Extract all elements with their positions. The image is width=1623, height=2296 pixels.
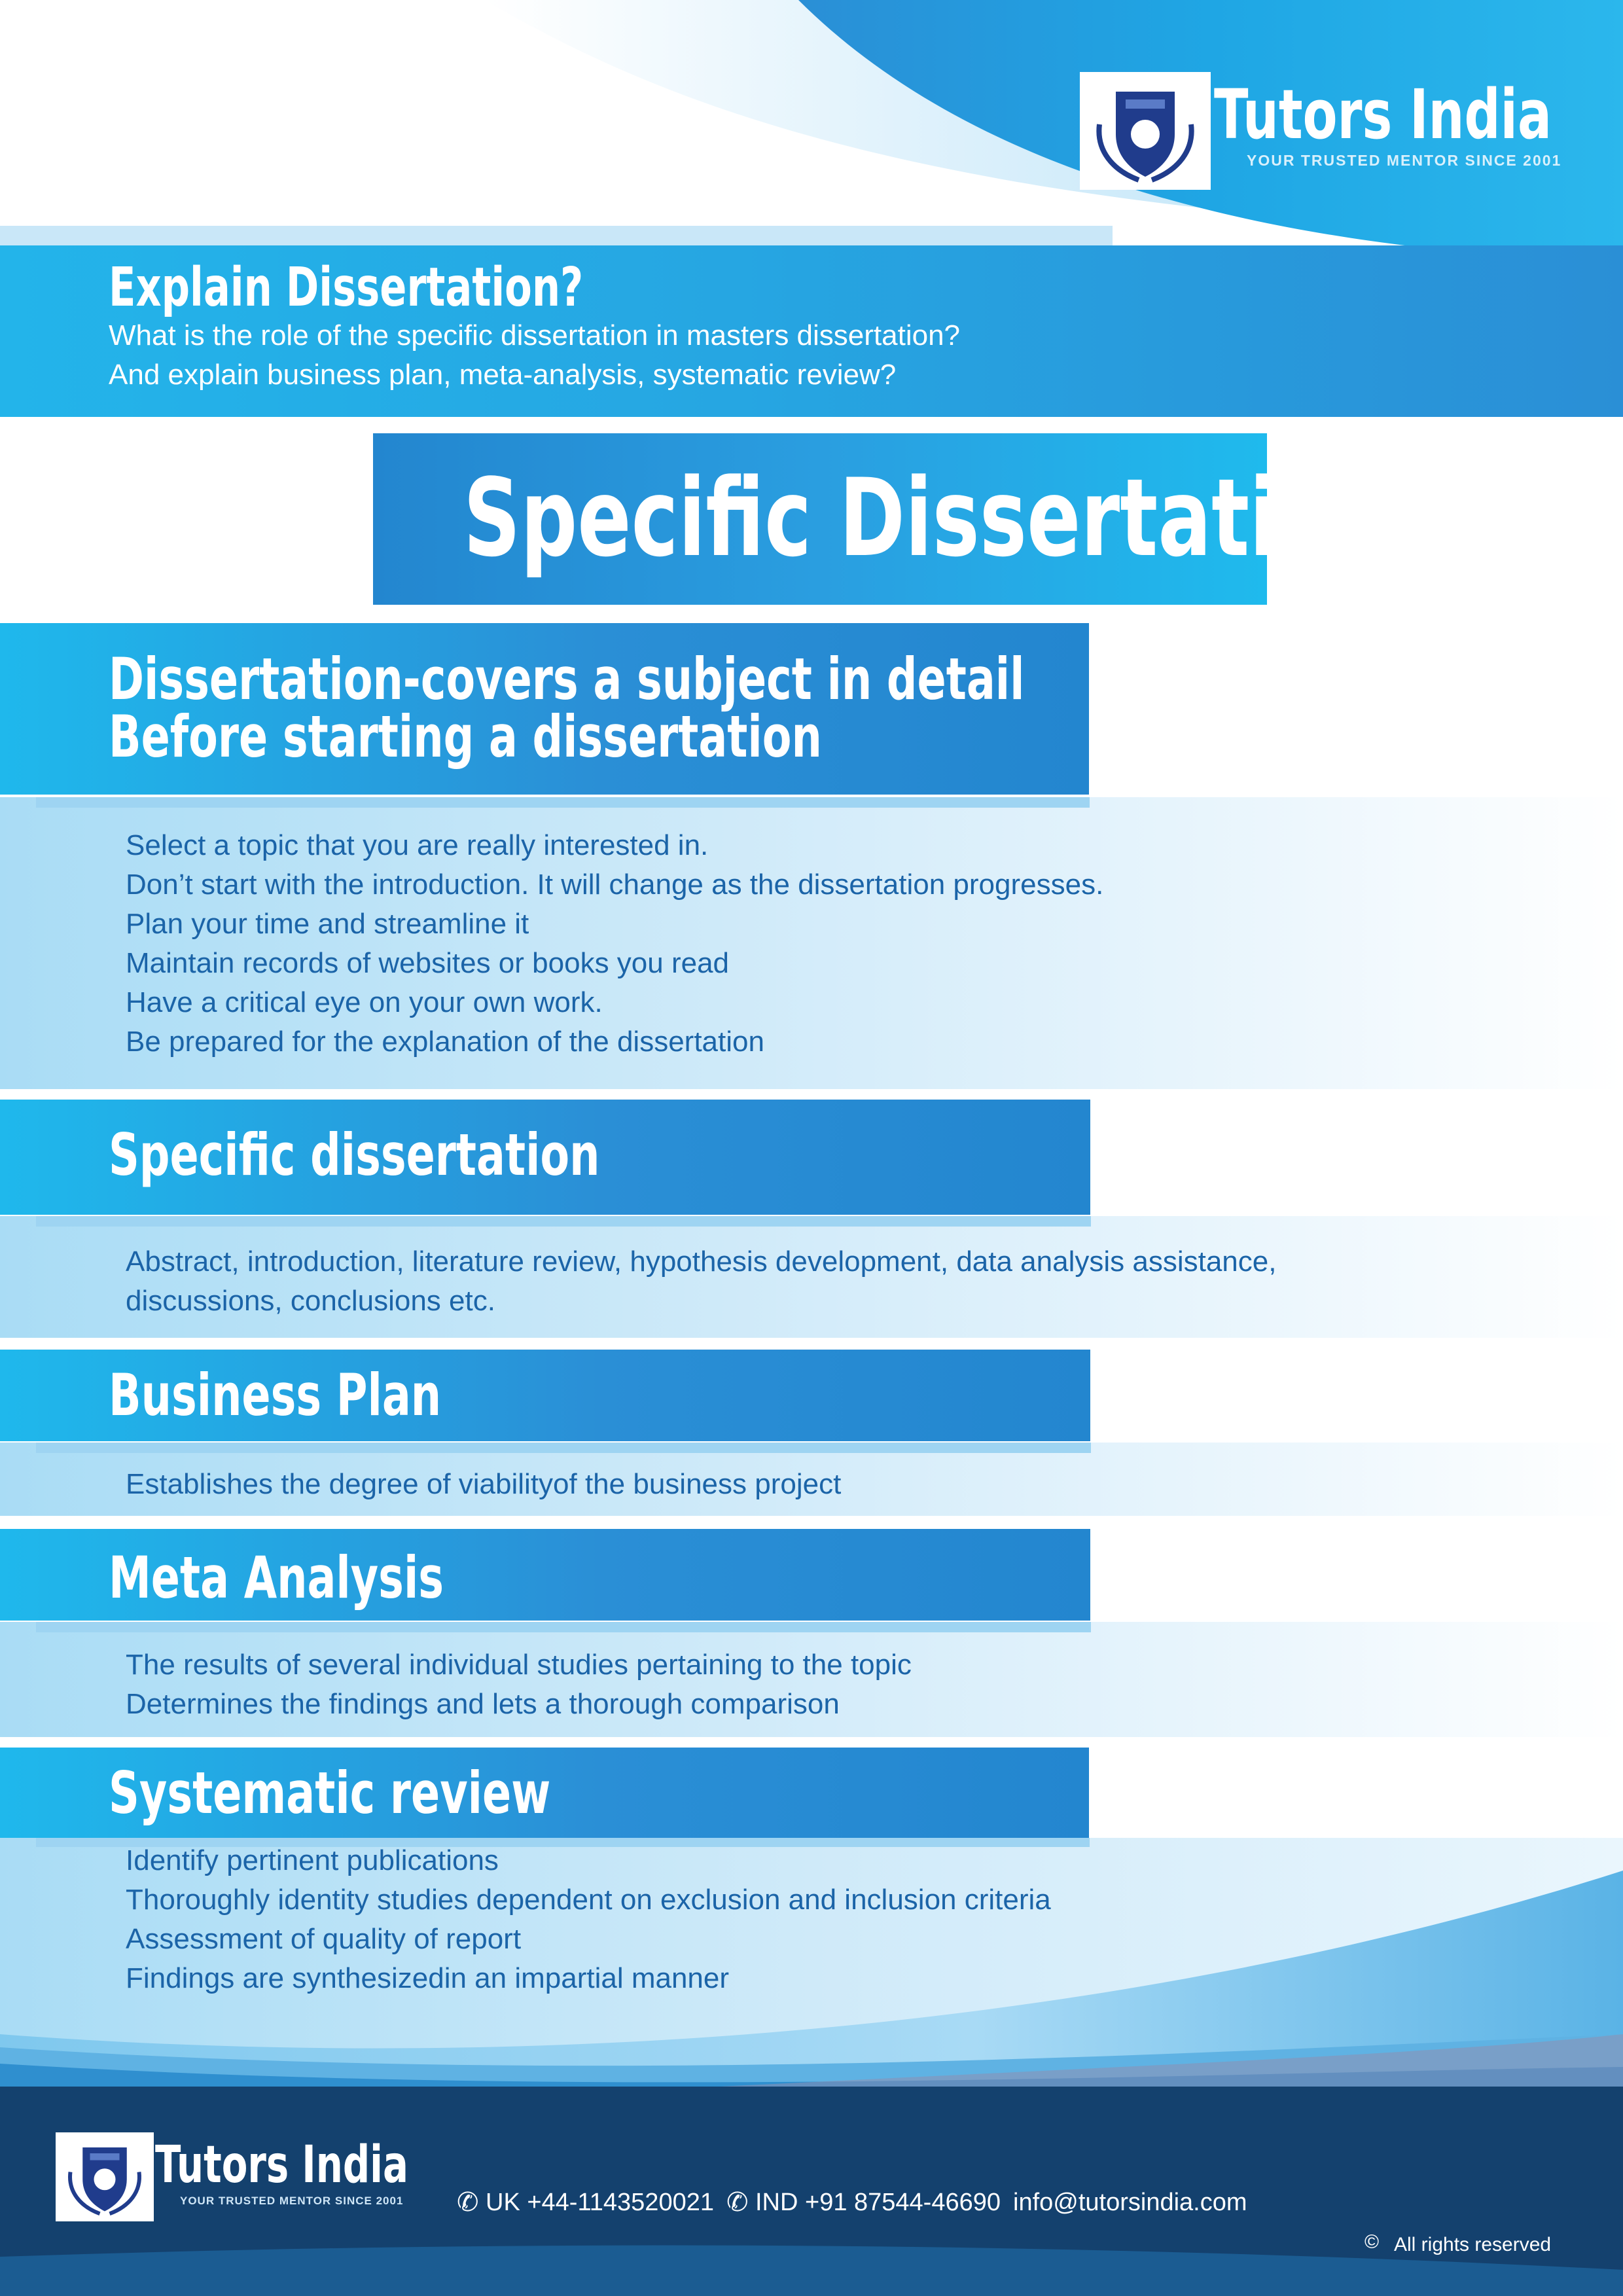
main-title: Specific Dissertation: [463, 456, 1388, 581]
section-3-band: [0, 1350, 1090, 1441]
section-5-line-1: Identify pertinent publications: [126, 1844, 499, 1876]
footer-phone-ind[interactable]: IND +91 87544-46690: [755, 2189, 1001, 2216]
section-2-line-1: Abstract, introduction, literature review, hypothesis development, data analysis assistance,: [126, 1246, 1277, 1278]
intro-line-1: What is the role of the specific dissertation in masters dissertation?: [109, 319, 961, 351]
section-1-line-5: Have a critical eye on your own work.: [126, 986, 603, 1018]
footer-email[interactable]: info@tutorsindia.com: [1013, 2189, 1247, 2216]
footer-logo: [56, 2132, 422, 2224]
section-1-panel-strip: [36, 797, 1090, 808]
section-1-line-1: Select a topic that you are really interested in.: [126, 829, 709, 861]
section-2-panel-strip: [36, 1216, 1091, 1227]
section-2-heading: Specific dissertation: [109, 1121, 600, 1189]
section-1-panel: [0, 797, 1623, 1089]
section-4-line-2: Determines the findings and lets a thorough comparison: [126, 1688, 840, 1720]
section-2-band: [0, 1100, 1090, 1215]
header-logo: [1080, 72, 1562, 190]
footer-phone-uk[interactable]: UK +44-1143520021: [486, 2189, 714, 2216]
section-5-line-2: Thoroughly identity studies dependent on exclusion and inclusion criteria: [126, 1884, 1051, 1916]
section-3-panel-strip: [36, 1443, 1091, 1453]
section-4-band: [0, 1529, 1090, 1621]
section-2-panel: [0, 1216, 1623, 1338]
copyright-icon: ©: [1364, 2231, 1380, 2253]
footer: [0, 2087, 1623, 2296]
section-1-line-4: Maintain records of websites or books you read: [126, 947, 730, 979]
section-3-line-1: Establishes the degree of viabilityof the business project: [126, 1468, 842, 1500]
section-1-line-2: Don’t start with the introduction. It will change as the dissertation progresses.: [126, 869, 1104, 901]
section-5-band: [0, 1748, 1089, 1838]
phone-icon: ✆: [726, 2188, 749, 2217]
section-3-heading: Business Plan: [109, 1361, 442, 1429]
intro-band-shadow: [0, 226, 1113, 245]
header-brand-name: Tutors India: [1214, 75, 1552, 154]
intro-heading: Explain Dissertation?: [109, 257, 584, 319]
section-1-line-3: Plan your time and streamline it: [126, 908, 529, 940]
intro-line-2: And explain business plan, meta-analysis, systematic review?: [109, 359, 897, 391]
section-3-panel: [0, 1443, 1623, 1516]
university-crest-icon: [56, 2132, 154, 2221]
section-1-band: [0, 623, 1089, 795]
section-5-line-3: Assessment of quality of report: [126, 1923, 522, 1955]
section-1-line-6: Be prepared for the explanation of the dissertation: [126, 1026, 764, 1058]
main-title-band: [373, 433, 1388, 605]
section-4-line-1: The results of several individual studies pertaining to the topic: [126, 1649, 912, 1681]
header-brand-tagline: YOUR TRUSTED MENTOR SINCE 2001: [1247, 152, 1562, 169]
footer-brand-tagline: YOUR TRUSTED MENTOR SINCE 2001: [180, 2195, 404, 2207]
footer-rights: All rights reserved: [1394, 2234, 1552, 2255]
section-1-heading-line-2: Before starting a dissertation: [109, 703, 822, 770]
section-4-panel-strip: [36, 1622, 1091, 1632]
footer-brand-name: Tutors India: [155, 2136, 408, 2195]
phone-icon: ✆: [457, 2188, 479, 2217]
university-crest-icon: [1080, 72, 1211, 190]
section-5-heading: Systematic review: [109, 1759, 551, 1827]
section-1-heading-line-1: Dissertation-covers a subject in detail: [109, 645, 1025, 713]
section-5-line-4: Findings are synthesizedin an impartial manner: [126, 1962, 730, 1994]
section-4-panel: [0, 1622, 1623, 1737]
intro-band: [0, 245, 1623, 417]
section-4-heading: Meta Analysis: [109, 1544, 444, 1611]
section-2-line-2: discussions, conclusions etc.: [126, 1285, 495, 1317]
